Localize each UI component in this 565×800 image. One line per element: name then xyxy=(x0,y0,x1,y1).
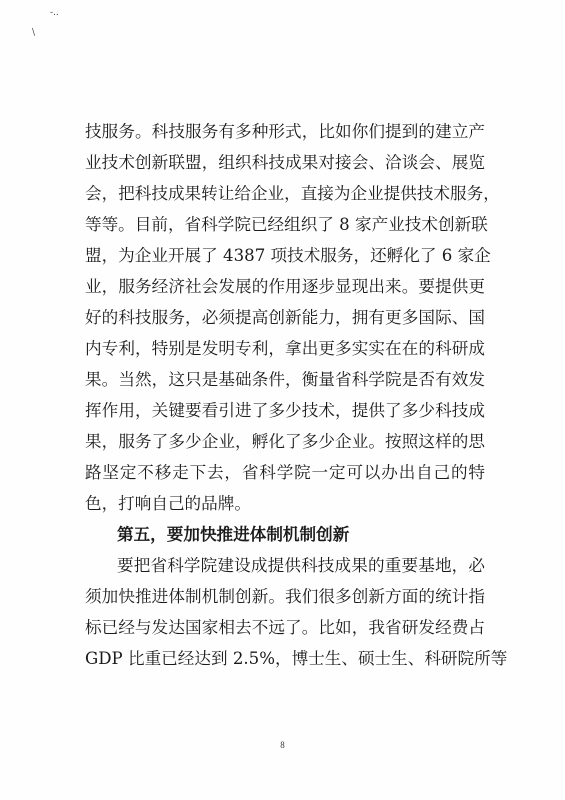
text-line: 技服务。科技服务有多种形式，比如你们提到的建立产 xyxy=(85,122,485,141)
text-line: 标已经与发达国家相去不远了。比如，我省研发经费占 xyxy=(85,618,485,637)
text-line: 要把省科学院建设成提供科技成果的重要基地，必 xyxy=(117,556,485,575)
text-line: 果，服务了多少企业，孵化了多少企业。按照这样的思 xyxy=(85,432,485,451)
page-number: 8 xyxy=(280,740,285,750)
text-line: 会，把科技成果转让给企业，直接为企业提供技术服务， xyxy=(85,184,500,203)
scan-mark: \ xyxy=(32,28,36,38)
text-line: 等等。目前，省科学院已经组织了 8 家产业技术创新联 xyxy=(85,215,488,234)
text-line: 挥作用，关键要看引进了多少技术，提供了多少科技成 xyxy=(85,401,485,420)
text-line: 果。当然，这只是基础条件，衡量省科学院是否有效发 xyxy=(85,370,485,389)
text-line: 业，服务经济社会发展的作用逐步显现出来。要提供更 xyxy=(85,277,485,296)
text-line: 内专利，特别是发明专利，拿出更多实实在在的科研成 xyxy=(85,339,485,358)
text-line: 路坚定不移走下去，省科学院一定可以办出自己的特 xyxy=(85,463,485,482)
text-line: 好的科技服务，必须提高创新能力，拥有更多国际、国 xyxy=(85,308,485,327)
scan-mark: -.. xyxy=(50,8,59,18)
text-line: 盟，为企业开展了 4387 项技术服务，还孵化了 6 家企 xyxy=(85,246,491,265)
text-line: 色，打响自己的品牌。 xyxy=(85,494,251,513)
text-line: GDP 比重已经达到 2.5%，博士生、硕士生、科研院所等 xyxy=(85,649,508,668)
text-line: 业技术创新联盟，组织科技成果对接会、洽谈会、展览 xyxy=(85,153,485,172)
section-heading: 第五，要加快推进体制机制创新 xyxy=(117,525,350,544)
text-line: 须加快推进体制机制创新。我们很多创新方面的统计指 xyxy=(85,587,485,606)
